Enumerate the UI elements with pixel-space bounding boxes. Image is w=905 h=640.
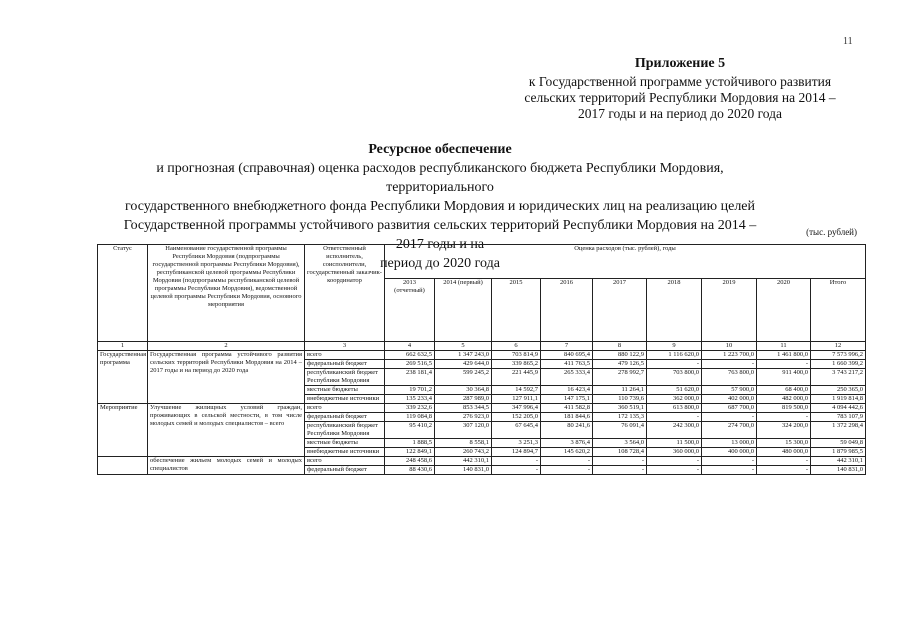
table-row [98,404,866,413]
row-total-value: 4 094 442,6 [811,404,866,413]
row-year-value: 145 620,2 [541,448,593,457]
row-year-value: 16 423,4 [541,386,593,395]
units-label: (тыс. рублей) [806,227,857,237]
row-funding-source: всего [305,457,385,466]
row-year-value: 880 122,9 [593,351,647,360]
row-funding-source: республиканский бюджет Республики Мордовия [305,422,385,439]
row-year-value: 238 181,4 [385,369,435,386]
heading-title: Ресурсное обеспечение [368,142,512,157]
row-year-value: 911 400,0 [757,369,811,386]
row-year-value: 307 120,0 [435,422,492,439]
row-year-value: - [593,457,647,466]
row-funding-source: всего [305,404,385,413]
row-year-value: 68 400,0 [757,386,811,395]
row-year-value: 1 116 620,0 [647,351,702,360]
header-year: 2017 [593,278,647,341]
row-year-value: 360 000,0 [647,448,702,457]
row-year-value: 1 888,5 [385,439,435,448]
column-index: 8 [593,342,647,351]
row-year-value: 11 264,1 [593,386,647,395]
table-body [98,351,866,475]
row-total-value: 1 879 985,5 [811,448,866,457]
row-year-value: 57 900,0 [702,386,757,395]
row-year-value: 763 800,0 [702,369,757,386]
row-year-value: 339 232,6 [385,404,435,413]
row-year-value: - [647,466,702,475]
row-year-value: 95 410,2 [385,422,435,439]
column-index: 11 [757,342,811,351]
row-year-value: 662 632,5 [385,351,435,360]
row-year-value: - [757,466,811,475]
heading-line: Государственной программы устойчивого развития сельских территорий Республики Мордовия на 2014 – 2017 годы и на [123,218,757,252]
row-year-value: 276 923,0 [435,413,492,422]
row-year-value: - [702,413,757,422]
appendix-line: сельских территорий Республики Мордовия на 2014 – [524,90,836,105]
appendix-title: Приложение 5 [634,56,726,71]
heading-line: и прогнозная (справочная) оценка расходов республиканского бюджета Республики Мордовия, территориального [156,161,724,195]
row-funding-source: республиканский бюджет Республики Мордовия [305,369,385,386]
row-year-value: 3 564,0 [593,439,647,448]
row-year-value: 482 000,0 [757,395,811,404]
row-status: Государственная программа [98,351,148,404]
row-program-name: Улучшение жилищных условий граждан, проживающих в сельской местности, в том числе молодых семей и молодых специалистов – всего [148,404,305,457]
row-funding-source: внебюджетные источники [305,448,385,457]
row-year-value: - [492,457,541,466]
row-year-value: 287 989,0 [435,395,492,404]
resource-table [97,244,866,475]
header-status: Статус [98,245,148,342]
header-responsible: Ответственный исполнитель, соисполнители, государственный заказчик-координатор [305,245,385,342]
row-year-value: 3 876,4 [541,439,593,448]
row-year-value: 347 996,4 [492,404,541,413]
row-year-value: 51 620,0 [647,386,702,395]
column-index: 12 [811,342,866,351]
column-index: 1 [98,342,148,351]
row-year-value: 269 516,5 [385,360,435,369]
row-year-value: 324 200,0 [757,422,811,439]
row-year-value: - [757,457,811,466]
row-year-value: - [647,457,702,466]
header-year: 2013 (отчетный) [385,278,435,341]
header-name: Наименование государственной программы Республики Мордовия (подпрограммы государственной программы Республики Мордовия), республиканской целевой программы Республики Мордовия (подпрограммы республиканской целевой программы Республики Мордовия), ведомственной целевой программы Республики Мордовия, основного мероприятия [148,245,305,342]
header-total: Итого [811,278,866,341]
row-status: Мероприятие [98,404,148,457]
row-year-value: 242 300,0 [647,422,702,439]
row-year-value: - [593,466,647,475]
row-year-value: 411 763,5 [541,360,593,369]
row-total-value: 442 310,1 [811,457,866,466]
column-index: 6 [492,342,541,351]
row-program-name: Государственная программа устойчивого развития сельских территорий Республики Мордовия на 2014 – 2017 годы и на период до 2020 года [148,351,305,404]
row-year-value: 140 831,0 [435,466,492,475]
row-year-value: 687 700,0 [702,404,757,413]
row-year-value: 88 430,6 [385,466,435,475]
row-year-value: 30 364,8 [435,386,492,395]
column-index: 9 [647,342,702,351]
row-funding-source: федеральный бюджет [305,360,385,369]
row-year-value: 260 743,2 [435,448,492,457]
row-year-value: - [702,360,757,369]
row-year-value: 135 233,4 [385,395,435,404]
row-year-value: 360 519,1 [593,404,647,413]
appendix-block [500,56,860,122]
row-year-value: 3 251,3 [492,439,541,448]
row-year-value: 853 344,5 [435,404,492,413]
row-year-value: 703 800,0 [647,369,702,386]
row-year-value: 80 241,6 [541,422,593,439]
row-year-value: 339 865,2 [492,360,541,369]
row-year-value: 108 728,4 [593,448,647,457]
row-year-value: 274 700,0 [702,422,757,439]
row-year-value: 13 000,0 [702,439,757,448]
column-index: 10 [702,342,757,351]
row-year-value: 362 000,0 [647,395,702,404]
row-year-value: - [702,457,757,466]
row-year-value: 613 800,0 [647,404,702,413]
row-year-value: 8 558,1 [435,439,492,448]
column-index: 7 [541,342,593,351]
row-year-value: 127 911,1 [492,395,541,404]
row-year-value: - [647,360,702,369]
row-year-value: 411 582,8 [541,404,593,413]
row-year-value: 67 645,4 [492,422,541,439]
row-year-value: - [492,466,541,475]
row-year-value: 172 135,3 [593,413,647,422]
row-year-value: 119 084,8 [385,413,435,422]
header-year: 2016 [541,278,593,341]
appendix-line: 2017 годы и на период до 2020 года [577,106,783,121]
appendix-line: к Государственной программе устойчивого развития [528,74,832,89]
column-index: 3 [305,342,385,351]
row-funding-source: внебюджетные источники [305,395,385,404]
row-year-value: - [702,466,757,475]
row-year-value: 402 000,0 [702,395,757,404]
row-year-value: 122 849,1 [385,448,435,457]
row-year-value: 248 458,6 [385,457,435,466]
row-year-value: 181 844,6 [541,413,593,422]
row-year-value: 429 644,0 [435,360,492,369]
page-number: 11 [843,36,853,47]
row-year-value: 479 126,5 [593,360,647,369]
row-year-value: - [757,413,811,422]
header-year: 2018 [647,278,702,341]
row-funding-source: федеральный бюджет [305,413,385,422]
row-year-value: 480 000,0 [757,448,811,457]
row-year-value: - [541,457,593,466]
row-year-value: 19 701,2 [385,386,435,395]
table-row [98,351,866,360]
column-index: 4 [385,342,435,351]
header-year: 2014 (первый) [435,278,492,341]
column-index: 2 [148,342,305,351]
header-estimate: Оценка расходов (тыс. рублей), годы [385,245,866,279]
row-total-value: 7 573 996,2 [811,351,866,360]
row-year-value: 819 500,0 [757,404,811,413]
row-total-value: 1 660 399,2 [811,360,866,369]
row-year-value: 400 000,0 [702,448,757,457]
row-total-value: 59 049,8 [811,439,866,448]
row-year-value: 15 300,0 [757,439,811,448]
row-year-value: 14 592,7 [492,386,541,395]
row-funding-source: федеральный бюджет [305,466,385,475]
row-year-value: 152 205,0 [492,413,541,422]
row-status [98,457,148,475]
header-year: 2019 [702,278,757,341]
row-total-value: 3 743 217,2 [811,369,866,386]
row-year-value: 76 091,4 [593,422,647,439]
column-index-row [98,342,866,351]
row-year-value: 110 739,6 [593,395,647,404]
row-year-value: 265 333,4 [541,369,593,386]
row-year-value: 1 347 243,0 [435,351,492,360]
row-total-value: 1 919 814,8 [811,395,866,404]
row-total-value: 140 831,0 [811,466,866,475]
row-year-value: 599 245,2 [435,369,492,386]
row-year-value: 1 223 700,0 [702,351,757,360]
row-year-value: 1 461 800,0 [757,351,811,360]
row-total-value: 250 365,0 [811,386,866,395]
row-funding-source: местные бюджеты [305,439,385,448]
row-year-value: - [757,360,811,369]
row-year-value: 703 814,9 [492,351,541,360]
row-program-name: обеспечение жильем молодых семей и молодых специалистов [148,457,305,475]
row-year-value: 11 500,0 [647,439,702,448]
row-year-value: 147 175,1 [541,395,593,404]
row-year-value: 840 695,4 [541,351,593,360]
row-year-value: 221 445,9 [492,369,541,386]
row-year-value: 124 894,7 [492,448,541,457]
row-total-value: 783 107,9 [811,413,866,422]
row-funding-source: всего [305,351,385,360]
column-index: 5 [435,342,492,351]
header-year: 2015 [492,278,541,341]
row-year-value: - [541,466,593,475]
row-total-value: 1 372 298,4 [811,422,866,439]
row-funding-source: местные бюджеты [305,386,385,395]
header-year: 2020 [757,278,811,341]
row-year-value: 442 310,1 [435,457,492,466]
row-year-value: 278 992,7 [593,369,647,386]
table-row [98,457,866,466]
heading-line: государственного внебюджетного фонда Республики Мордовия и юридических лиц на реализацию целей [124,199,756,214]
heading-line: период до 2020 года [380,256,500,271]
row-year-value: - [647,413,702,422]
